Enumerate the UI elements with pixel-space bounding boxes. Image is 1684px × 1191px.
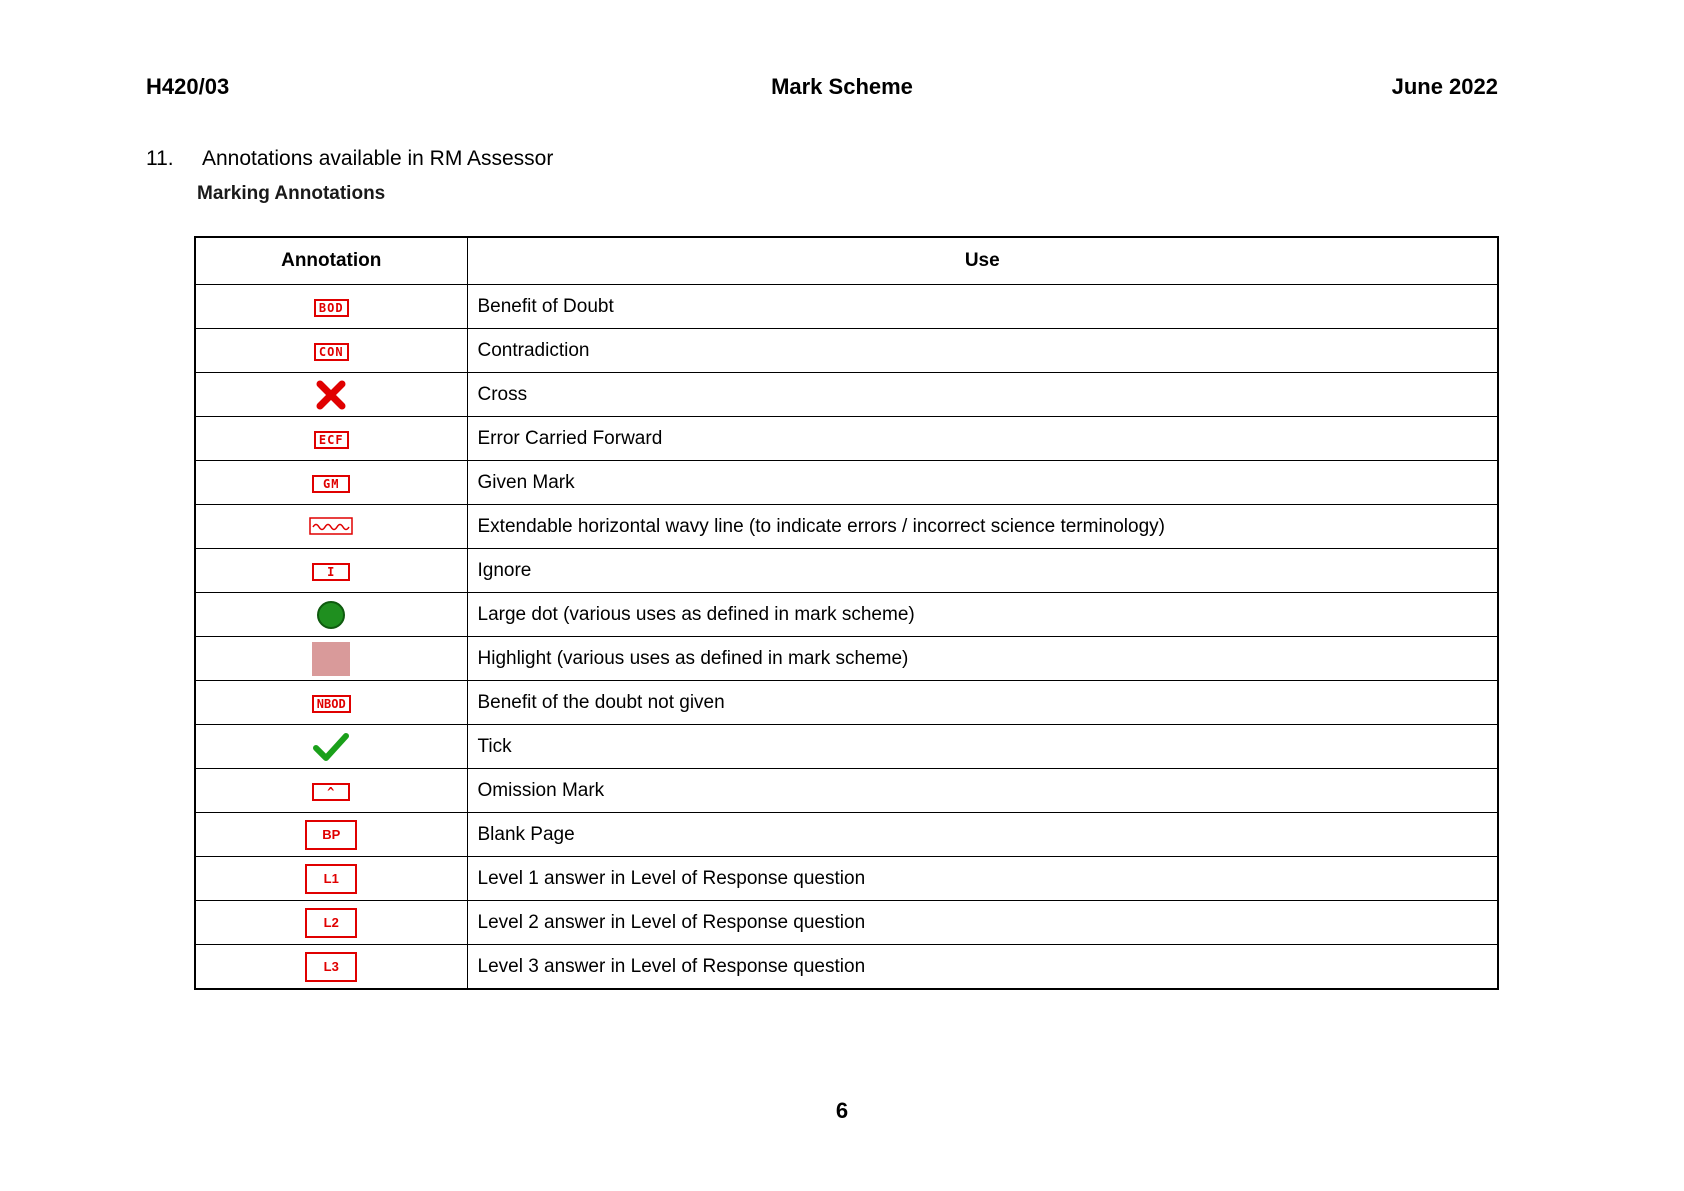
gm-stamp-icon: GM xyxy=(312,475,350,493)
use-text: Given Mark xyxy=(467,461,1498,505)
table-row xyxy=(195,945,1498,990)
omission-icon: ^ xyxy=(312,783,350,801)
section-heading xyxy=(146,147,553,171)
l1-stamp-icon: L1 xyxy=(305,864,357,894)
header-use: Use xyxy=(467,237,1498,285)
wavy-line-icon xyxy=(309,517,353,535)
table-row xyxy=(195,373,1498,417)
table-row xyxy=(195,681,1498,725)
ignore-stamp-icon: I xyxy=(312,563,350,581)
annotations-table xyxy=(194,236,1499,990)
table-header-row xyxy=(195,237,1498,285)
large-dot-icon xyxy=(317,601,345,629)
use-text: Benefit of Doubt xyxy=(467,285,1498,329)
bod-stamp-icon: BOD xyxy=(314,299,349,317)
table-row xyxy=(195,637,1498,681)
highlight-icon xyxy=(312,642,350,676)
doc-code: H420/03 xyxy=(146,74,230,99)
subtitle: Marking Annotations xyxy=(197,183,386,204)
use-text: Level 2 answer in Level of Response question xyxy=(467,901,1498,945)
nbod-stamp-icon: NBOD xyxy=(312,695,351,713)
use-text: Error Carried Forward xyxy=(467,417,1498,461)
section-number: 11. xyxy=(146,147,174,170)
table-row xyxy=(195,857,1498,901)
table-row xyxy=(195,901,1498,945)
bp-stamp-icon: BP xyxy=(305,820,357,850)
use-text: Benefit of the doubt not given xyxy=(467,681,1498,725)
use-text: Level 3 answer in Level of Response question xyxy=(467,945,1498,990)
use-text: Omission Mark xyxy=(467,769,1498,813)
use-text: Level 1 answer in Level of Response question xyxy=(467,857,1498,901)
use-text: Large dot (various uses as defined in mark scheme) xyxy=(467,593,1498,637)
cross-icon xyxy=(315,379,347,411)
header-annotation: Annotation xyxy=(195,237,467,285)
table-row xyxy=(195,329,1498,373)
table-row xyxy=(195,549,1498,593)
l3-stamp-icon: L3 xyxy=(305,952,357,982)
use-text: Tick xyxy=(467,725,1498,769)
tick-icon xyxy=(313,732,349,762)
ecf-stamp-icon: ECF xyxy=(314,431,349,449)
l2-stamp-icon: L2 xyxy=(305,908,357,938)
table-row xyxy=(195,505,1498,549)
table-row xyxy=(195,461,1498,505)
table-row xyxy=(195,285,1498,329)
page-number: 6 xyxy=(835,1098,849,1123)
table-row xyxy=(195,769,1498,813)
doc-date: June 2022 xyxy=(1391,74,1498,99)
use-text: Blank Page xyxy=(467,813,1498,857)
table-row xyxy=(195,725,1498,769)
table-row xyxy=(195,417,1498,461)
use-text: Ignore xyxy=(467,549,1498,593)
use-text: Extendable horizontal wavy line (to indicate errors / incorrect science terminology) xyxy=(467,505,1498,549)
use-text: Cross xyxy=(467,373,1498,417)
section-title: Annotations available in RM Assessor xyxy=(202,147,554,170)
use-text: Highlight (various uses as defined in mark scheme) xyxy=(467,637,1498,681)
use-text: Contradiction xyxy=(467,329,1498,373)
con-stamp-icon: CON xyxy=(314,343,349,361)
doc-title: Mark Scheme xyxy=(771,74,913,99)
table-row xyxy=(195,813,1498,857)
table-row xyxy=(195,593,1498,637)
